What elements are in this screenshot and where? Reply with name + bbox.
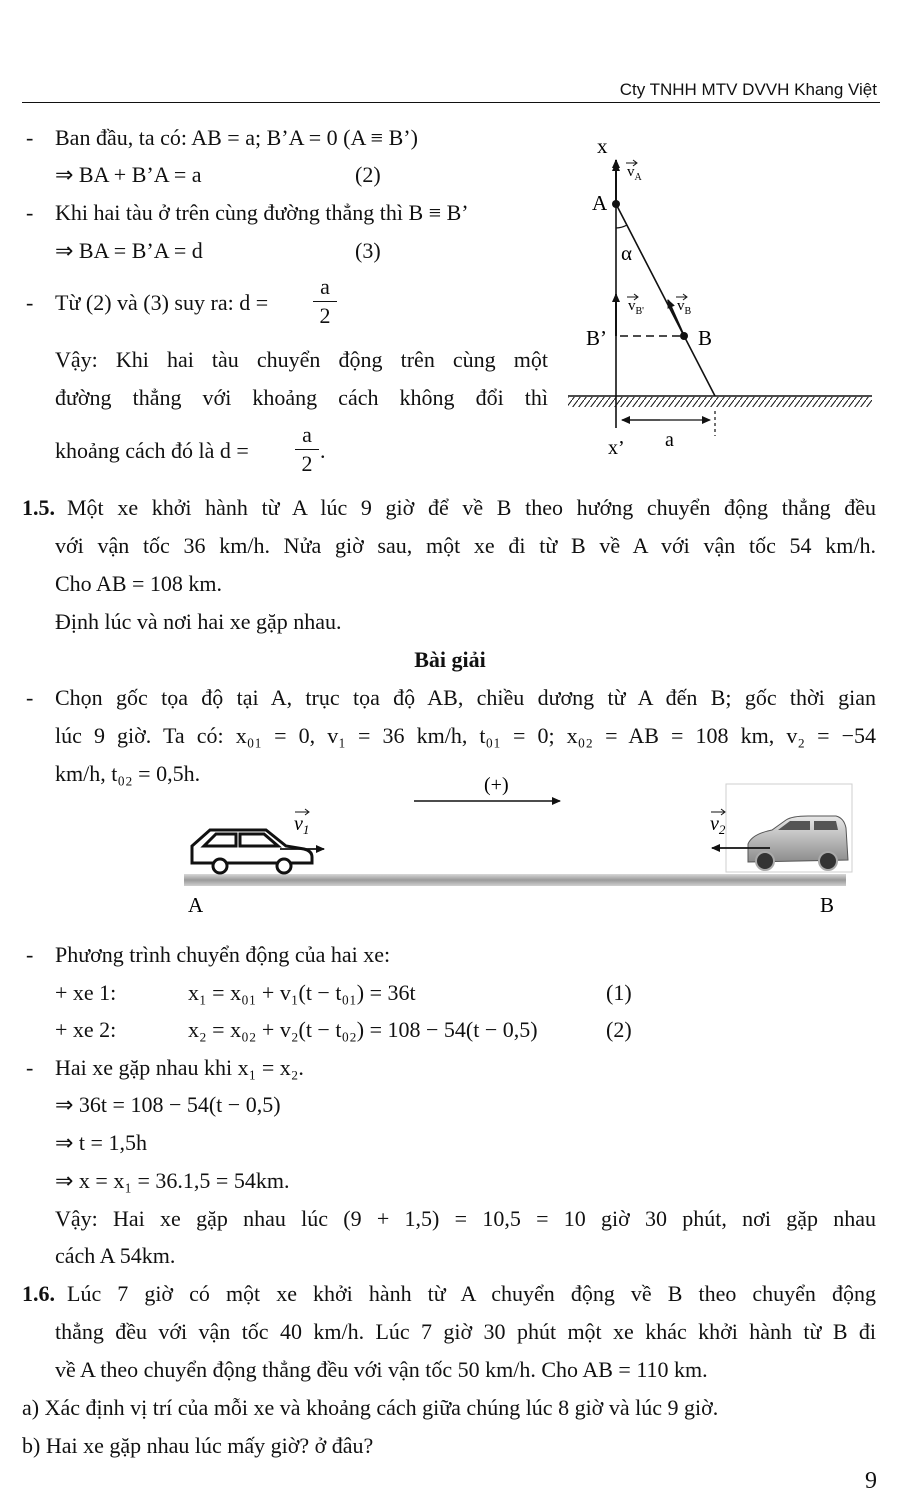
text-line: Vậy: Khi hai tàu chuyển động trên cùng một	[55, 347, 548, 372]
problem-text: về A theo chuyển động thẳng đều với vận tốc 50 km/h. Cho AB = 110 km.	[55, 1357, 708, 1382]
ship-vector-diagram	[560, 128, 880, 468]
equation: ⇒ t = 1,5h	[55, 1130, 147, 1155]
problem-number: 1.5.	[22, 495, 55, 520]
equation-tag: (2)	[355, 162, 381, 187]
vector-vb-prime-label: $v_{B'}$	[628, 298, 644, 317]
car-1	[192, 830, 312, 873]
problem-text: Định lúc và nơi hai xe gặp nhau.	[55, 609, 342, 634]
x-prime-label: x’	[608, 437, 625, 459]
problem-number: 1.6.	[22, 1281, 55, 1306]
vector-vb-label: $v_B$	[677, 298, 692, 317]
equation-tag: (1)	[606, 980, 632, 1005]
text-line: Khi hai tàu ở trên cùng đường thẳng thì B ≡ B’	[55, 200, 469, 225]
solution-text: km/h, t₀₂ = 0,5h.	[55, 761, 201, 786]
point-b-label: B	[698, 326, 713, 350]
solution-text: Chọn gốc tọa độ tại A, trục tọa độ AB, chiều dương từ A đến B; gốc thời gian	[55, 685, 876, 710]
text-line: ⇒ BA + B’A = a	[55, 162, 202, 187]
equation-label: + xe 2:	[55, 1017, 117, 1042]
text-line: Hai xe gặp nhau khi x₁ = x₂.	[55, 1055, 304, 1080]
bullet: -	[26, 290, 34, 315]
text-line: Ban đầu, ta có: AB = a; B’A = 0 (A ≡ B’)	[55, 125, 418, 150]
fraction-numerator: a	[320, 274, 330, 299]
vector-v1-label: $v_1$	[294, 813, 310, 837]
text-line: Từ (2) và (3) suy ra: d =	[55, 290, 269, 315]
equation-label: + xe 1:	[55, 980, 117, 1005]
fraction-denominator: 2	[301, 451, 313, 476]
equation: x₁ = x₀₁ + v₁(t − t₀₁) = 36t	[188, 980, 416, 1005]
fraction-numerator: a	[302, 422, 312, 447]
bullet: -	[26, 1055, 34, 1080]
bullet: -	[26, 942, 34, 967]
vector-v2-label: $v_2$	[710, 813, 726, 837]
text-line: .	[320, 438, 326, 463]
fraction	[295, 423, 319, 476]
problem-text: với vận tốc 36 km/h. Nửa giờ sau, một xe đi từ B về A với vận tốc 54 km/h.	[55, 533, 876, 558]
equation-tag: (2)	[606, 1017, 632, 1042]
text-line: khoảng cách đó là d =	[55, 438, 249, 463]
problem-part-a: a) Xác định vị trí của mỗi xe và khoảng cách giữa chúng lúc 8 giờ và lúc 9 giờ.	[22, 1395, 719, 1420]
problem-text: Cho AB = 108 km.	[55, 571, 223, 596]
conclusion-text: Vậy: Hai xe gặp nhau lúc (9 + 1,5) = 10,5 = 10 giờ 30 phút, nơi gặp nhau	[55, 1206, 876, 1231]
problem-text: Một xe khởi hành từ A lúc 9 giờ để về B theo hướng chuyển động thẳng đều	[67, 495, 876, 520]
problem-text: Lúc 7 giờ có một xe khởi hành từ A chuyển động về B theo chuyển động	[67, 1281, 876, 1306]
x-axis-label: x	[597, 134, 608, 158]
equation: x₂ = x₀₂ + v₂(t − t₀₂) = 108 − 54(t − 0,5)	[188, 1017, 538, 1042]
vector-va-label: $v_A$	[627, 164, 642, 183]
fraction-denominator: 2	[319, 303, 331, 328]
road	[184, 874, 846, 886]
bullet: -	[26, 125, 34, 150]
cars-diagram	[180, 770, 860, 920]
point-b	[680, 332, 688, 340]
bullet: -	[26, 200, 34, 225]
point-b-prime-label: B’	[586, 326, 607, 350]
equation: ⇒ 36t = 108 − 54(t − 0,5)	[55, 1092, 281, 1117]
dimension-a-label: a	[665, 429, 674, 451]
point-a-label: A	[188, 893, 204, 917]
solution-text: lúc 9 giờ. Ta có: x₀₁ = 0, v₁ = 36 km/h, t₀₁ = 0; x₀₂ = AB = 108 km, v₂ = −54	[55, 723, 876, 748]
problem-text: thẳng đều với vận tốc 40 km/h. Lúc 7 giờ 30 phút một xe khác khởi hành từ B đi	[55, 1319, 876, 1344]
point-a-label: A	[592, 191, 608, 215]
fraction	[313, 275, 337, 328]
alpha-label: α	[621, 241, 633, 265]
fraction-bar	[295, 449, 319, 450]
alpha-arc	[616, 225, 627, 228]
header-rule	[22, 102, 880, 103]
page-number: 9	[865, 1468, 877, 1494]
equation: ⇒ x = x₁ = 36.1,5 = 54km.	[55, 1168, 290, 1193]
positive-direction-label: (+)	[484, 774, 509, 796]
equation-tag: (3)	[355, 238, 381, 263]
text-line: đường thẳng với khoảng cách không đổi thì	[55, 385, 548, 410]
point-b-label: B	[820, 893, 835, 917]
running-header: Cty TNHH MTV DVVH Khang Việt	[619, 80, 877, 99]
fraction-bar	[313, 301, 337, 302]
conclusion-text: cách A 54km.	[55, 1243, 176, 1268]
solution-title: Bài giải	[414, 647, 486, 672]
text-line: ⇒ BA = B’A = d	[55, 238, 203, 263]
text-line: Phương trình chuyển động của hai xe:	[55, 942, 391, 967]
problem-part-b: b) Hai xe gặp nhau lúc mấy giờ? ở đâu?	[22, 1433, 374, 1458]
ground-hatch	[568, 397, 872, 407]
car-2	[748, 816, 848, 870]
bullet: -	[26, 685, 34, 710]
